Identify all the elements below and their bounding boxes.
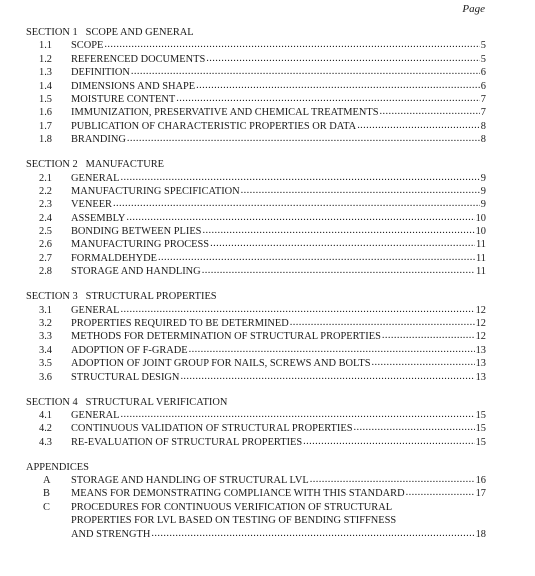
toc-entry[interactable] [26,106,486,119]
entry-page: 15 [475,409,486,421]
toc-entry[interactable] [26,212,486,225]
entry-number: 1.7 [39,120,52,132]
dot-leader [353,421,474,434]
entry-page: 13 [475,344,486,356]
dot-leader [113,197,480,210]
section-heading [26,26,486,39]
toc-entry[interactable] [26,344,486,357]
entry-title: MOISTURE CONTENT [71,93,176,105]
entry-title: GENERAL [71,409,120,421]
entry-title: GENERAL [71,304,120,316]
entry-page: 9 [480,199,486,211]
entry-title: ADOPTION OF F-GRADE [71,344,188,356]
appendix-line [26,514,486,527]
entry-number: 2.3 [39,199,52,211]
entry-number: 1.8 [39,134,52,146]
dot-leader [176,92,480,105]
dot-leader [120,171,479,184]
entry-number: 2.1 [39,172,52,184]
entry-page: 12 [475,304,486,316]
entry-title: MANUFACTURING SPECIFICATION [71,185,240,197]
toc-entry[interactable] [26,66,486,79]
entry-page: 11 [475,266,486,278]
entry-title: VENEER [71,199,112,211]
toc-entry[interactable] [26,93,486,106]
entry-number: 3.6 [39,371,52,383]
entry-number: 3.1 [39,304,52,316]
appendix-title-line1: PROCEDURES FOR CONTINUOUS VERIFICATION OF STRUCTURAL [71,501,393,513]
entry-title: FORMALDEHYDE [71,252,158,264]
entry-number: 4.1 [39,409,52,421]
toc-section-4 [26,396,486,450]
entry-number: 1.4 [39,80,52,92]
entry-title: IMMUNIZATION, PRESERVATIVE AND CHEMICAL TREATMENTS [71,107,379,119]
dot-leader [120,408,474,421]
appendices-heading: APPENDICES [26,461,89,473]
toc-entry[interactable] [26,409,486,422]
toc-entry[interactable] [26,436,486,449]
entry-title: ADOPTION OF JOINT GROUP FOR NAILS, SCREWS AND BOLTS [71,358,371,370]
entry-number: 4.2 [39,423,52,435]
toc-appendices [26,461,486,541]
entry-number: 2.6 [39,239,52,251]
toc-entry[interactable] [26,317,486,330]
dot-leader [241,184,480,197]
toc-entry[interactable] [26,172,486,185]
entry-page: 11 [475,252,486,264]
toc-entry[interactable] [26,304,486,317]
entry-title: STORAGE AND HANDLING [71,266,201,278]
entry-page: 11 [475,239,486,251]
dot-leader [372,356,475,369]
toc-appendix-entry[interactable] [26,474,486,487]
entry-page: 8 [480,134,486,146]
section-heading [26,290,486,303]
toc-entry[interactable] [26,238,486,251]
entry-title: METHODS FOR DETERMINATION OF STRUCTURAL PROPERTIES [71,331,381,343]
appendix-letter: A [43,475,51,487]
toc-section-1 [26,26,486,147]
entry-page: 9 [480,185,486,197]
dot-leader [196,79,480,92]
entry-page: 15 [475,436,486,448]
section-title: STRUCTURAL PROPERTIES [85,291,217,303]
appendix-page: 17 [475,488,486,500]
section-heading [26,158,486,171]
entry-number: 1.3 [39,67,52,79]
toc-entry[interactable] [26,185,486,198]
appendix-title-line2: PROPERTIES FOR LVL BASED ON TESTING OF BENDING STIFFNESS [71,515,397,527]
entry-number: 2.2 [39,185,52,197]
entry-number: 3.4 [39,344,52,356]
entry-number: 2.4 [39,212,52,224]
entry-page: 10 [475,212,486,224]
toc-entry[interactable] [26,80,486,93]
dot-leader [189,343,475,356]
dot-leader [382,329,475,342]
entry-title: DIMENSIONS AND SHAPE [71,80,196,92]
entry-title: BRANDING [71,134,126,146]
toc-entry[interactable] [26,53,486,66]
entry-number: 1.1 [39,40,52,52]
page-column-label: Page [462,3,485,15]
dot-leader [380,105,480,118]
toc-entry[interactable] [26,422,486,435]
entry-number: 3.2 [39,318,52,329]
entry-page: 5 [480,40,486,52]
entry-number: 1.5 [39,93,52,105]
section-title: STRUCTURAL VERIFICATION [85,396,228,408]
dot-leader [180,370,474,383]
entry-title: MANUFACTURING PROCESS [71,239,210,251]
dot-leader [206,52,480,65]
dot-leader [126,211,474,224]
toc-section-3 [26,290,486,384]
entry-title: BONDING BETWEEN PLIES [71,226,202,238]
entry-page: 13 [475,371,486,383]
toc-entry[interactable] [26,120,486,133]
entry-page: 6 [480,80,486,92]
dot-leader [406,486,475,499]
appendix-page: 18 [475,528,486,540]
entry-title: REFERENCED DOCUMENTS [71,53,206,65]
entry-title: STRUCTURAL DESIGN [71,371,180,383]
entry-page: 8 [480,120,486,132]
entry-page: 15 [475,423,486,435]
section-number: SECTION 2 [26,159,78,171]
appendix-title-line3: AND STRENGTH [71,528,151,540]
entry-page: 12 [475,318,486,329]
entry-number: 2.7 [39,252,52,264]
toc-entry[interactable] [26,357,486,370]
toc-entry[interactable] [26,265,486,278]
section-title: SCOPE AND GENERAL [85,27,194,38]
toc-entry[interactable] [26,252,486,265]
dot-leader [202,224,474,237]
table-of-contents [26,26,486,553]
appendix-line [26,528,486,541]
entry-page: 7 [480,107,486,119]
entry-number: 2.8 [39,266,52,278]
entry-page: 9 [480,172,486,184]
appendix-letter: B [43,488,50,500]
appendix-page: 16 [475,475,486,487]
entry-page: 5 [480,53,486,65]
section-number: SECTION 3 [26,291,78,303]
dot-leader [357,119,480,132]
entry-page: 12 [475,331,486,343]
dot-leader [158,251,475,264]
appendix-title: STORAGE AND HANDLING OF STRUCTURAL LVL [71,475,309,487]
entry-number: 4.3 [39,436,52,448]
dot-leader [151,527,474,540]
entry-number: 1.2 [39,53,52,65]
entry-title: SCOPE [71,40,104,52]
appendix-title: MEANS FOR DEMONSTRATING COMPLIANCE WITH THIS STANDARD [71,488,405,500]
entry-title: ASSEMBLY [71,212,126,224]
dot-leader [202,264,475,277]
entry-title: CONTINUOUS VALIDATION OF STRUCTURAL PROPERTIES [71,423,353,435]
entry-number: 2.5 [39,226,52,238]
dot-leader [210,237,475,250]
entry-number: 1.6 [39,107,52,119]
toc-entry[interactable] [26,225,486,238]
entry-title: GENERAL [71,172,120,184]
entry-title: RE-EVALUATION OF STRUCTURAL PROPERTIES [71,436,303,448]
entry-title: PUBLICATION OF CHARACTERISTIC PROPERTIES OR DATA [71,120,357,132]
appendix-line [26,501,486,514]
toc-appendix-entry[interactable] [26,487,486,500]
entry-number: 3.5 [39,358,52,370]
section-heading [26,396,486,409]
dot-leader [120,303,474,316]
section-number: SECTION 1 [26,27,78,38]
section-title: MANUFACTURE [85,159,164,171]
toc-entry[interactable] [26,371,486,384]
toc-entry[interactable] [26,39,486,52]
toc-appendix-entry-multiline[interactable] [26,501,486,541]
dot-leader [303,435,474,448]
entry-number: 3.3 [39,331,52,343]
dot-leader [104,38,479,51]
toc-entry[interactable] [26,198,486,211]
toc-section-2 [26,158,486,279]
entry-page: 10 [475,226,486,238]
dot-leader [131,65,480,78]
entry-page: 13 [475,358,486,370]
entry-page: 7 [480,93,486,105]
toc-entry[interactable] [26,133,486,146]
dot-leader [290,316,475,329]
dot-leader [127,132,480,145]
dot-leader [310,473,475,486]
entry-title: DEFINITION [71,67,130,79]
entry-page: 6 [480,67,486,79]
entry-title: PROPERTIES REQUIRED TO BE DETERMINED [71,318,289,329]
section-number: SECTION 4 [26,396,78,408]
toc-entry[interactable] [26,330,486,343]
appendix-letter: C [43,501,50,513]
